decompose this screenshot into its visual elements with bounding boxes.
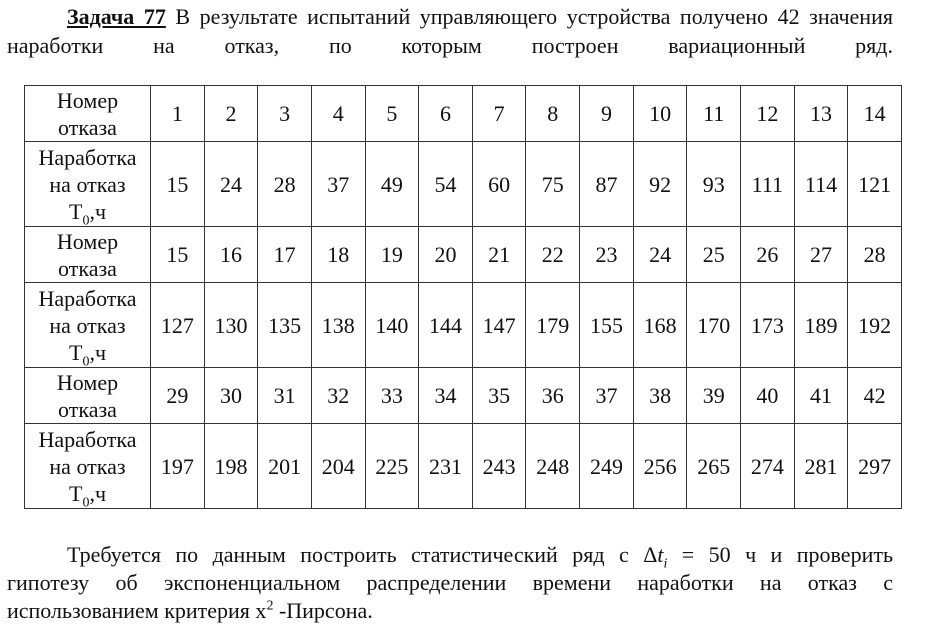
time-to-failure-label: Наработка на отказ $Т_0,ч$ [25,283,151,368]
failure-number-cell: 4 [311,86,365,142]
time-to-failure-cell: 92 [633,142,687,227]
time-to-failure-cell: 274 [741,424,795,509]
problem-statement [7,2,893,60]
failure-number-row [25,227,902,283]
failure-number-cell: 31 [258,368,312,424]
problem-title: Задача 77 [67,4,166,29]
time-to-failure-cell: 111 [741,142,795,227]
time-to-failure-cell: 225 [365,424,419,509]
time-to-failure-label: Наработка на отказ $Т_0,ч$ [25,424,151,509]
failure-number-cell: 22 [526,227,580,283]
time-to-failure-row [25,424,902,509]
failure-number-cell: 35 [472,368,526,424]
time-to-failure-cell: 168 [633,283,687,368]
failure-number-cell: 36 [526,368,580,424]
failure-number-cell: 30 [204,368,258,424]
time-to-failure-cell: 192 [848,283,902,368]
task-requirement [7,541,893,625]
time-to-failure-cell: 15 [151,142,205,227]
requirement-text-1b: = 50 ч и проверить [667,542,893,567]
time-to-failure-cell: 179 [526,283,580,368]
failure-number-cell: 27 [794,227,848,283]
failure-number-cell: 33 [365,368,419,424]
failure-number-cell: 12 [741,86,795,142]
failure-number-label: Номер отказа [25,86,151,142]
failure-number-cell: 8 [526,86,580,142]
time-to-failure-cell: 75 [526,142,580,227]
failure-number-cell: 14 [848,86,902,142]
failure-number-cell: 13 [794,86,848,142]
delta-t-symbol: t [657,542,664,567]
time-to-failure-cell: 281 [794,424,848,509]
time-to-failure-cell: 54 [419,142,473,227]
requirement-text-1a: Требуется по данным построить статистический ряд с Δ [67,542,658,567]
problem-text: В результате испытаний управляющего устройства получено 42 значения наработки на отказ, по которым построен вариационный ряд. [7,4,893,58]
time-to-failure-cell: 231 [419,424,473,509]
failure-number-cell: 26 [741,227,795,283]
time-to-failure-cell: 37 [311,142,365,227]
time-to-failure-cell: 135 [258,283,312,368]
time-to-failure-cell: 28 [258,142,312,227]
time-to-failure-cell: 127 [151,283,205,368]
failure-number-cell: 2 [204,86,258,142]
time-to-failure-cell: 173 [741,283,795,368]
time-to-failure-cell: 204 [311,424,365,509]
requirement-text-3b: -Пирсона. [273,598,373,623]
variation-series-table [24,85,902,509]
failure-number-cell: 37 [580,368,634,424]
time-to-failure-cell: 265 [687,424,741,509]
failure-number-cell: 20 [419,227,473,283]
time-to-failure-cell: 114 [794,142,848,227]
failure-number-cell: 28 [848,227,902,283]
time-to-failure-cell: 189 [794,283,848,368]
failure-number-cell: 17 [258,227,312,283]
time-to-failure-cell: 297 [848,424,902,509]
time-to-failure-cell: 243 [472,424,526,509]
failure-number-row [25,368,902,424]
failure-number-row [25,86,902,142]
failure-number-cell: 3 [258,86,312,142]
time-to-failure-cell: 93 [687,142,741,227]
failure-number-cell: 5 [365,86,419,142]
time-to-failure-cell: 155 [580,283,634,368]
time-to-failure-row [25,142,902,227]
delta-t-subscript: i [663,556,668,572]
time-to-failure-cell: 87 [580,142,634,227]
failure-number-cell: 42 [848,368,902,424]
failure-number-cell: 7 [472,86,526,142]
failure-number-cell: 21 [472,227,526,283]
time-to-failure-cell: 197 [151,424,205,509]
failure-number-cell: 23 [580,227,634,283]
time-to-failure-cell: 248 [526,424,580,509]
time-to-failure-cell: 60 [472,142,526,227]
failure-number-cell: 40 [741,368,795,424]
time-to-failure-cell: 144 [419,283,473,368]
failure-number-cell: 18 [311,227,365,283]
failure-number-cell: 11 [687,86,741,142]
failure-number-cell: 32 [311,368,365,424]
time-to-failure-row [25,283,902,368]
requirement-text-2: гипотезу об экспоненциальном распределении времени наработки на отказ с [7,570,893,595]
time-to-failure-cell: 138 [311,283,365,368]
failure-number-cell: 15 [151,227,205,283]
time-to-failure-cell: 49 [365,142,419,227]
time-to-failure-cell: 24 [204,142,258,227]
time-to-failure-cell: 121 [848,142,902,227]
time-to-failure-cell: 170 [687,283,741,368]
failure-number-cell: 29 [151,368,205,424]
failure-number-cell: 10 [633,86,687,142]
requirement-text-3a: использованием критерия х [7,598,267,623]
failure-number-label: Номер отказа [25,368,151,424]
failure-number-cell: 1 [151,86,205,142]
failure-number-cell: 39 [687,368,741,424]
failure-number-cell: 24 [633,227,687,283]
failure-number-cell: 41 [794,368,848,424]
time-to-failure-cell: 201 [258,424,312,509]
failure-number-cell: 9 [580,86,634,142]
failure-number-cell: 38 [633,368,687,424]
failure-number-cell: 16 [204,227,258,283]
failure-number-label: Номер отказа [25,227,151,283]
time-to-failure-cell: 130 [204,283,258,368]
failure-number-cell: 19 [365,227,419,283]
failure-number-cell: 25 [687,227,741,283]
time-to-failure-cell: 249 [580,424,634,509]
time-to-failure-cell: 198 [204,424,258,509]
time-to-failure-label: Наработка на отказ $Т_0,ч$ [25,142,151,227]
time-to-failure-cell: 256 [633,424,687,509]
time-to-failure-cell: 147 [472,283,526,368]
failure-number-cell: 6 [419,86,473,142]
failure-number-cell: 34 [419,368,473,424]
time-to-failure-cell: 140 [365,283,419,368]
chi-square-superscript: 2 [266,598,274,614]
